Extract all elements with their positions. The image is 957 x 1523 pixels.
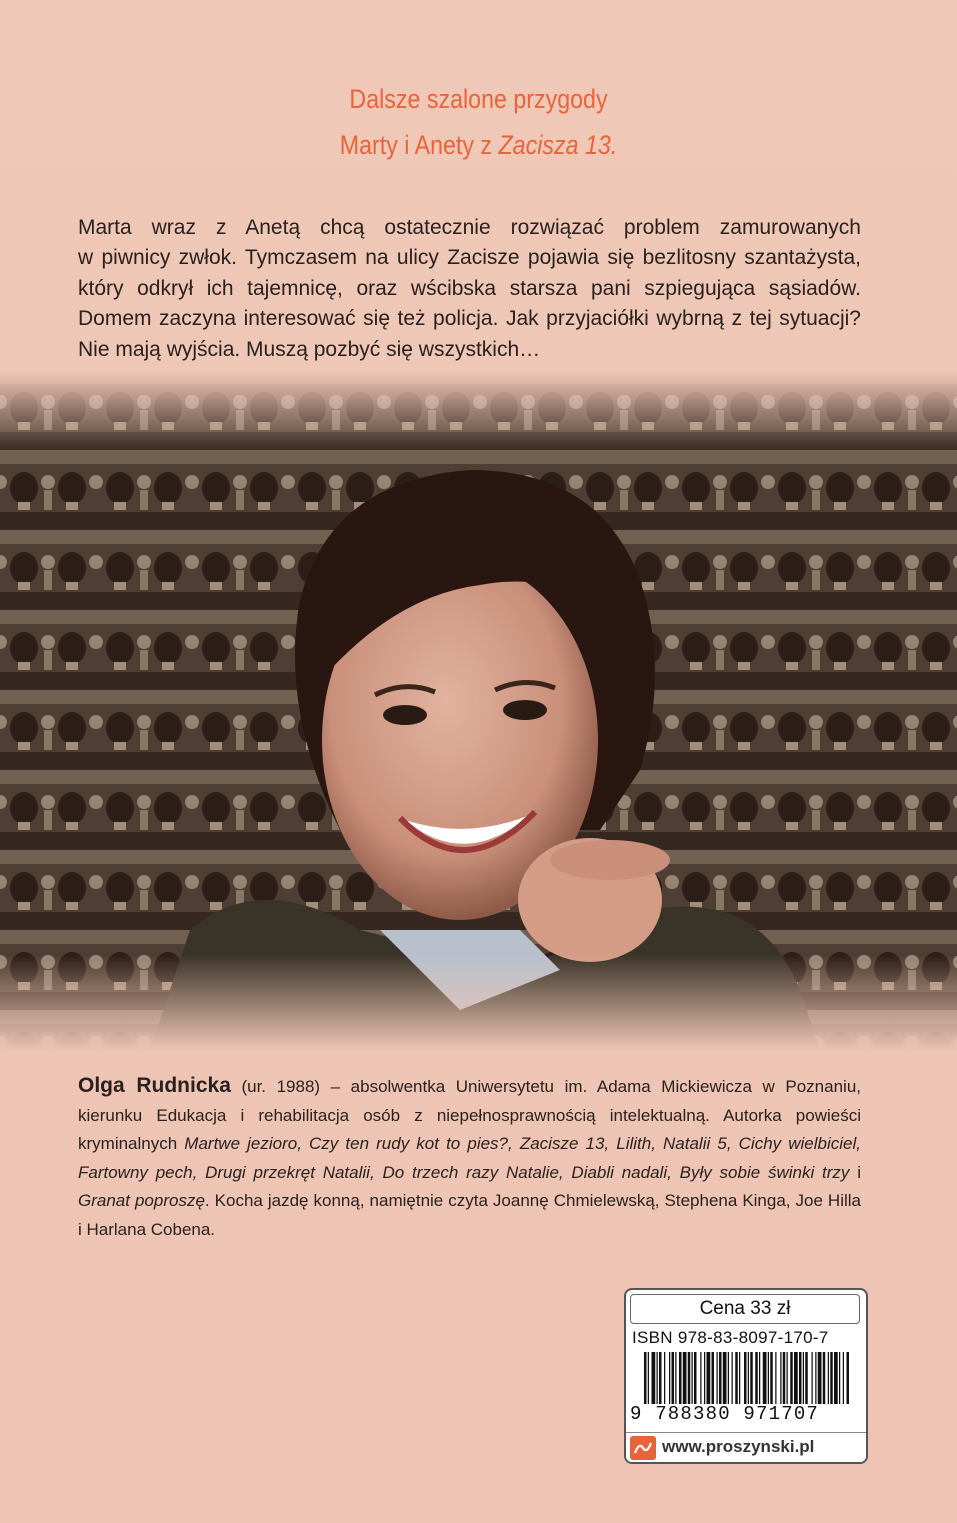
barcode-bar	[652, 1352, 656, 1404]
barcode-bar	[712, 1352, 715, 1404]
price-label: Cena 33 zł	[630, 1294, 860, 1324]
tagline-line-1: Dalsze szalone przygody	[349, 84, 608, 114]
barcode-bar	[787, 1352, 788, 1404]
blurb-line: który odkrył ich tajemnicę, oraz wścibska starsza pani szpiegująca sąsiadów.	[78, 276, 861, 300]
author-bio	[78, 1072, 861, 1245]
blurb-line: w piwnicy zwłok. Tymczasem na ulicy Zacisze pojawia się bezlitosny szantażysta,	[78, 246, 861, 270]
bio-titles: Martwe jezioro, Czy ten rudy kot to pies?, Zacisze 13, Lilith, Natalii 5, Cichy wielbiciel, Fartowny pech, Drugi przekręt Natalii, Do trzech razy Natalie, Diabli nadali, Były sobie świnki trzy	[78, 1134, 861, 1182]
isbn-label: ISBN 978-83-8097-170-7	[632, 1328, 829, 1347]
price-sticker	[624, 1288, 868, 1464]
barcode-bar	[719, 1352, 722, 1404]
barcode-bar	[728, 1352, 729, 1404]
barcode-bar	[828, 1352, 829, 1404]
tagline-prefix: Marty i Anety z	[339, 130, 499, 160]
barcode-bar	[823, 1352, 826, 1404]
barcode-bar	[770, 1352, 773, 1404]
barcode-bar	[675, 1352, 676, 1404]
barcode-bar	[839, 1352, 840, 1404]
blurb-line: Domem zaczyna interesować się też policja. Jak przyjaciółki wybrną z tej sytuacji?	[78, 307, 861, 331]
bio-last-title: Granat poproszę	[78, 1191, 205, 1211]
barcode-bar	[748, 1352, 749, 1404]
bio-outro: . Kocha jazdę konną, namiętnie czyta Joannę Chmielewską, Stephena Kinga, Joe Hilla i Harlana Cobena.	[78, 1191, 861, 1239]
barcode-bar	[648, 1352, 649, 1404]
bio-and: i	[849, 1162, 862, 1182]
barcode-bar	[692, 1352, 693, 1404]
barcode-bar	[834, 1352, 838, 1404]
barcode	[644, 1352, 850, 1404]
barcode-bar	[732, 1352, 733, 1404]
barcode-bar	[790, 1352, 793, 1404]
barcode-bar	[843, 1352, 844, 1404]
barcode-bar	[830, 1352, 833, 1404]
barcode-bar	[717, 1352, 718, 1404]
blurb-line: Marta wraz z Anetą chcą ostatecznie rozwiązać problem zamurowanych	[78, 216, 861, 239]
barcode-bar	[688, 1352, 691, 1404]
blurb-line: Nie mają wyjścia. Muszą pozbyć się wszystkich…	[78, 337, 541, 361]
barcode-bar	[763, 1352, 767, 1404]
barcode-bar	[739, 1352, 740, 1404]
blurb-text	[78, 213, 861, 365]
barcode-bar	[803, 1352, 804, 1404]
barcode-bar	[659, 1352, 662, 1404]
barcode-bar	[694, 1352, 697, 1404]
barcode-bar	[755, 1352, 758, 1404]
barcode-bar	[759, 1352, 760, 1404]
barcode-bar	[744, 1352, 747, 1404]
tagline-title: Zacisza 13.	[498, 130, 618, 160]
barcode-bar	[768, 1352, 769, 1404]
barcode-bar	[700, 1352, 701, 1404]
barcode-bar	[805, 1352, 808, 1404]
barcode-bar	[780, 1352, 781, 1404]
barcode-bar	[657, 1352, 658, 1404]
barcode-bar	[683, 1352, 687, 1404]
barcode-bar	[704, 1352, 705, 1404]
ean-digits: 9 788380 971707	[630, 1403, 820, 1425]
publisher-website: www.proszynski.pl	[662, 1437, 815, 1456]
barcode-bar	[794, 1352, 798, 1404]
publisher-logo-icon	[630, 1436, 656, 1460]
barcode-bar	[669, 1352, 670, 1404]
barcode-bar	[775, 1352, 776, 1404]
barcode-bar	[847, 1352, 850, 1404]
barcode-bar	[679, 1352, 682, 1404]
barcode-bar	[818, 1352, 822, 1404]
publisher-footer	[626, 1432, 866, 1463]
barcode-bar	[750, 1352, 753, 1404]
tagline-line-2	[67, 130, 890, 161]
bio-intro: (ur. 1988) – absolwentka Uniwersytetu im. Adama Mickiewicza w Poznaniu, kierunku Edukacja i rehabilitacja osób z niepełnosprawnością intelektualną. Autorka powieści kryminalnych	[78, 1077, 861, 1154]
barcode-bar	[812, 1352, 813, 1404]
author-photo	[0, 370, 957, 1050]
barcode-bar	[664, 1352, 665, 1404]
barcode-bar	[672, 1352, 675, 1404]
barcode-bar	[723, 1352, 727, 1404]
barcode-bar	[735, 1352, 738, 1404]
author-name: Olga Rudnicka	[78, 1074, 231, 1097]
barcode-bar	[783, 1352, 786, 1404]
barcode-bar	[815, 1352, 816, 1404]
barcode-bar	[799, 1352, 802, 1404]
barcode-bar	[644, 1352, 647, 1404]
barcode-bar	[707, 1352, 711, 1404]
